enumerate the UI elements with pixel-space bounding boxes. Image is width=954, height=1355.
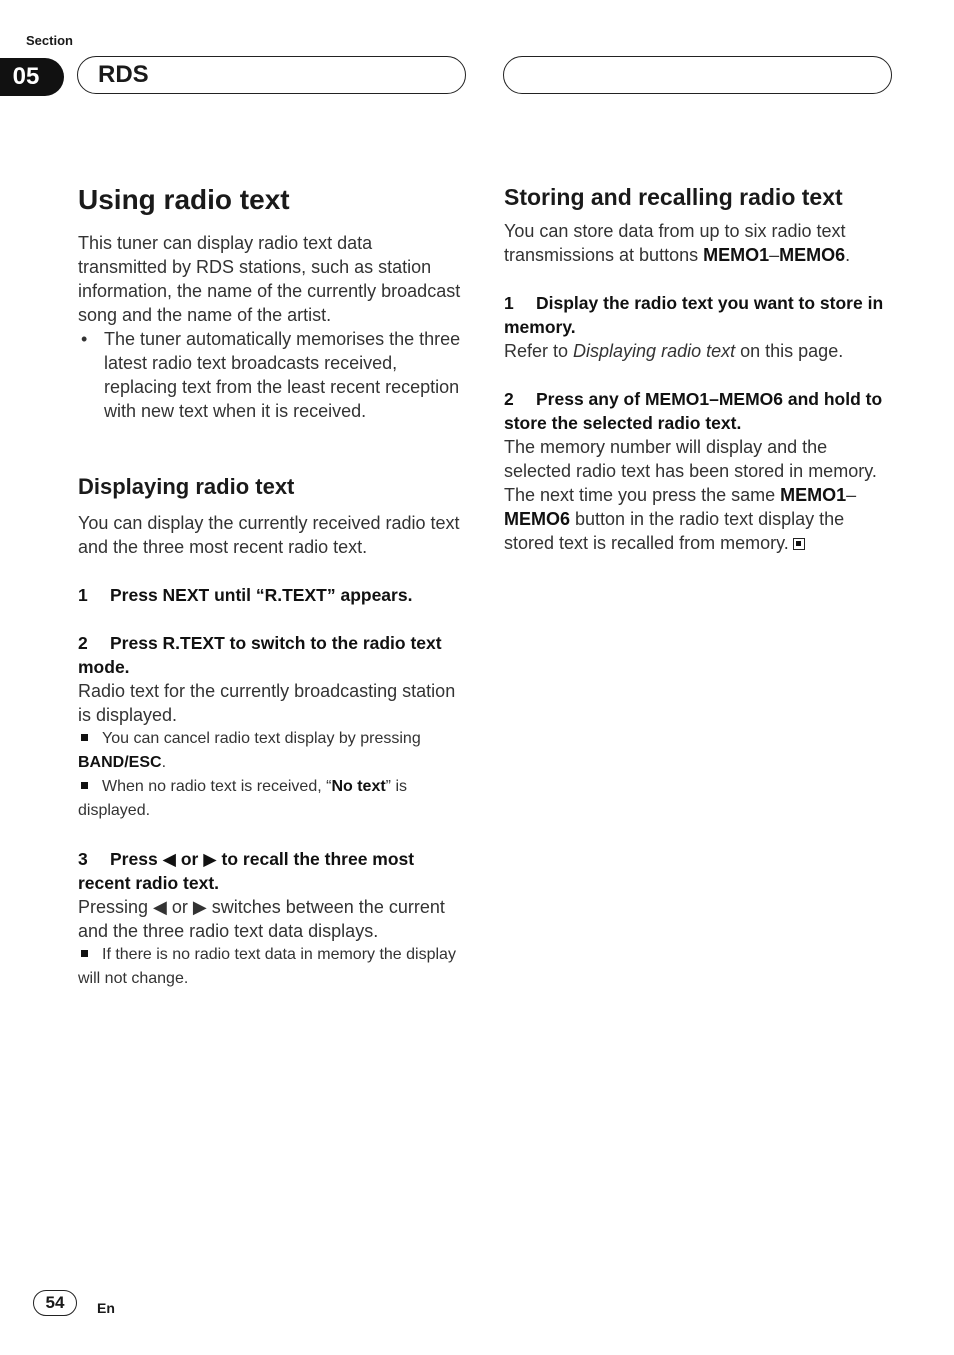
storing-intro: You can store data from up to six radio text transmissions at buttons MEMO1–MEMO6.: [504, 221, 851, 265]
note-text-end: ” is displayed.: [78, 778, 407, 819]
step-3-body: Pressing ◀ or ▶ switches between the current and the three radio text data displays.: [78, 897, 445, 941]
step-number: 1: [78, 585, 88, 605]
end-of-section-icon: [793, 538, 805, 550]
left-column: [78, 183, 466, 991]
section-title-pill: [77, 56, 466, 94]
section-label: Section: [26, 33, 73, 48]
section-number: 05: [12, 63, 40, 90]
main-heading: Using radio text: [78, 184, 290, 215]
page-number: 54: [33, 1290, 77, 1316]
right-step-2-body: The memory number will display and the selected radio text has been stored in memory. The next time you press the same MEMO1–MEMO6 button in the radio text display the stored text is recalled from memory.: [504, 437, 877, 553]
note-square-icon: [81, 782, 88, 789]
note-no-data: [78, 943, 466, 991]
cross-reference: Displaying radio text: [573, 341, 736, 361]
section-empty-pill: [503, 56, 892, 94]
step-text: Press any of MEMO1–MEMO6 and hold to store the selected radio text.: [504, 389, 883, 433]
step-1: [78, 583, 466, 607]
step-text: Display the radio text you want to store in memory.: [504, 293, 884, 337]
step-text: Press NEXT until “R.TEXT” appears.: [110, 585, 413, 605]
right-column: [504, 183, 892, 555]
note-bold: BAND/ESC: [78, 754, 162, 771]
note-bold: No text: [331, 778, 386, 795]
subheading-displaying: Displaying radio text: [78, 474, 295, 499]
step-2-body: Radio text for the currently broadcasting station is displayed.: [78, 681, 456, 725]
language-label: En: [97, 1300, 115, 1316]
note-square-icon: [81, 734, 88, 741]
section-title: RDS: [98, 61, 149, 88]
step-number: 1: [504, 293, 514, 313]
step-number: 3: [78, 849, 88, 869]
step-number: 2: [504, 389, 514, 409]
note-text: If there is no radio text data in memory the display will not change.: [78, 946, 456, 987]
section-number-tab: [0, 58, 64, 96]
note-cancel: [78, 727, 466, 775]
right-step-1: [504, 291, 892, 339]
note-text: When no radio text is received, “: [102, 778, 332, 795]
note-text-end: .: [161, 754, 167, 771]
intro-paragraph: This tuner can display radio text data transmitted by RDS stations, such as station information, the name of the currently broadcast song and the name of the artist.: [78, 233, 461, 325]
step-text: Press ◀ or ▶ to recall the three most recent radio text.: [78, 849, 415, 893]
step-3: [78, 847, 466, 895]
right-step-1-body: Refer to Displaying radio text on this page.: [504, 341, 844, 361]
note-text: You can cancel radio text display by pressing: [102, 730, 421, 747]
step-number: 2: [78, 633, 88, 653]
note-square-icon: [81, 950, 88, 957]
step-text: Press R.TEXT to switch to the radio text mode.: [78, 633, 442, 677]
heading-storing: Storing and recalling radio text: [504, 184, 843, 210]
note-no-text: [78, 775, 466, 823]
displaying-intro: You can display the currently received radio text and the three most recent radio text.: [78, 513, 460, 557]
bullet-item: • The tuner automatically memorises the three latest radio text broadcasts received, replacing text from the least recent reception with new text when it is received.: [78, 327, 466, 423]
step-2: [78, 631, 466, 679]
right-step-2: [504, 387, 892, 435]
